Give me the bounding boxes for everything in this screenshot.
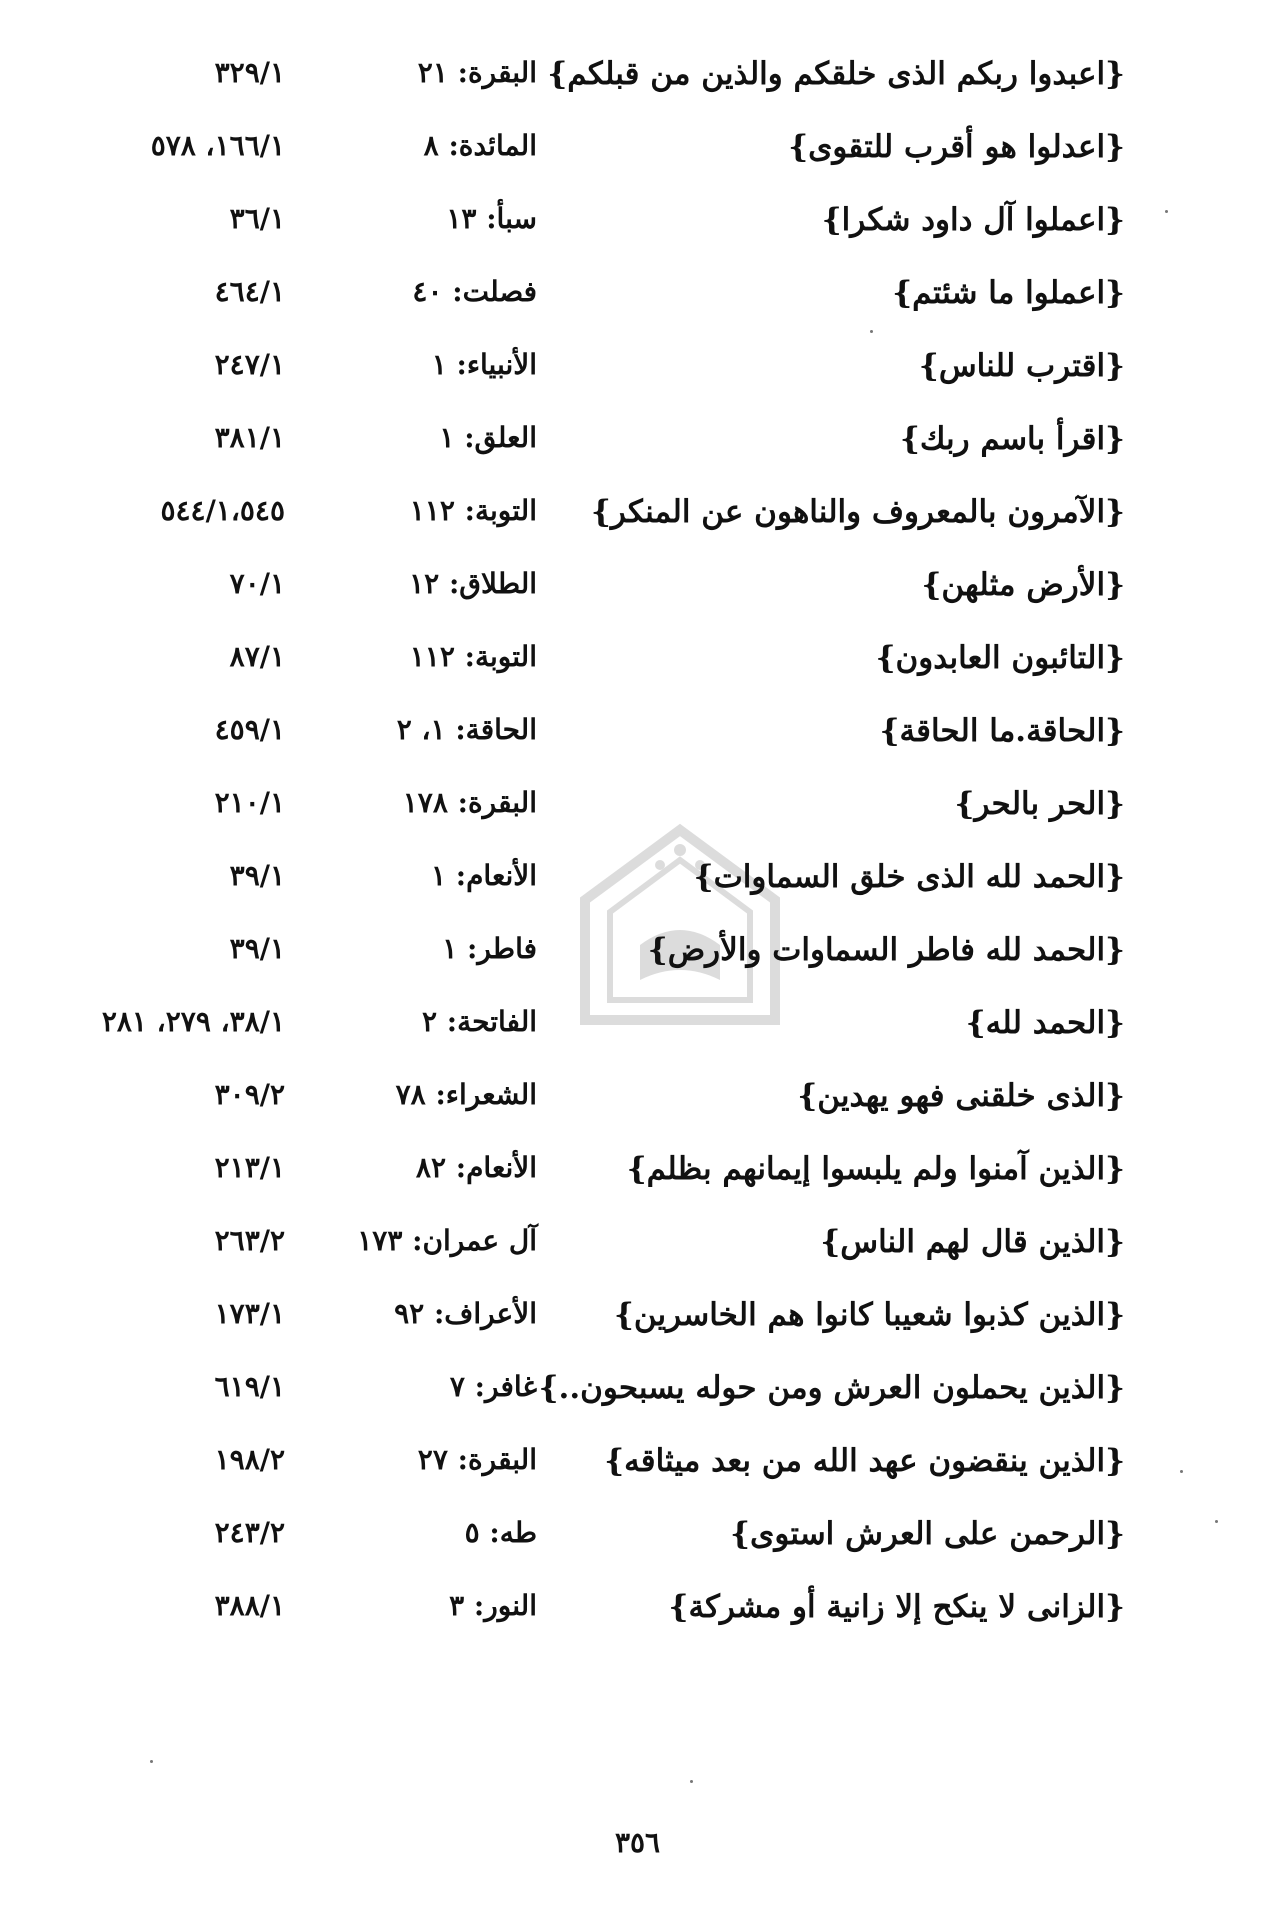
surah-reference: التوبة: ١١٢ — [409, 640, 537, 673]
scan-speck — [870, 330, 873, 333]
page-reference: ٣٨/١، ٢٧٩، ٢٨١ — [101, 1005, 285, 1038]
verse-text: {الحاقة.ما الحاقة} — [879, 713, 1125, 749]
surah-reference: الشعراء: ٧٨ — [395, 1078, 537, 1111]
index-row — [0, 1502, 1275, 1575]
index-row — [0, 261, 1275, 334]
surah-reference: العلق: ١ — [439, 421, 537, 454]
verse-text: {الحمد لله} — [965, 1005, 1125, 1041]
index-row — [0, 1064, 1275, 1137]
verse-text: {اعملوا ما شئتم} — [892, 275, 1125, 311]
page-reference: ٢٤٣/٢ — [214, 1516, 285, 1549]
scan-speck — [150, 1760, 153, 1763]
verse-text: {اقرأ باسم ربك} — [899, 421, 1125, 457]
surah-reference: الأنعام: ١ — [430, 859, 537, 892]
surah-reference: فاطر: ١ — [442, 932, 537, 965]
verse-text: {الرحمن على العرش استوى} — [730, 1516, 1125, 1552]
verse-text: {اعدلوا هو أقرب للتقوى} — [788, 129, 1125, 165]
surah-reference: طه: ٥ — [464, 1516, 537, 1549]
page-reference: ٢١٣/١ — [214, 1151, 285, 1184]
surah-reference: الأنبياء: ١ — [431, 348, 537, 381]
page-reference: ٥٤٤/١،٥٤٥ — [160, 494, 285, 527]
page-reference: ٧٠/١ — [229, 567, 285, 600]
index-row — [0, 480, 1275, 553]
page-reference: ٣٩/١ — [229, 859, 285, 892]
surah-reference: التوبة: ١١٢ — [409, 494, 537, 527]
verse-text: {الأرض مثلهن} — [921, 567, 1125, 603]
page-reference: ٤٥٩/١ — [214, 713, 285, 746]
index-row — [0, 1137, 1275, 1210]
surah-reference: الطلاق: ١٢ — [409, 567, 537, 600]
index-row — [0, 42, 1275, 115]
index-row — [0, 1283, 1275, 1356]
verse-text: {اعملوا آل داود شكرا} — [821, 202, 1125, 238]
surah-reference: الأعراف: ٩٢ — [394, 1297, 537, 1330]
index-row — [0, 1575, 1275, 1648]
index-row — [0, 553, 1275, 626]
verse-text: {الذين قال لهم الناس} — [820, 1224, 1125, 1260]
verse-text: {الحمد لله الذى خلق السماوات} — [693, 859, 1125, 895]
surah-reference: الأنعام: ٨٢ — [415, 1151, 537, 1184]
surah-reference: البقرة: ١٧٨ — [402, 786, 537, 819]
surah-reference: فصلت: ٤٠ — [412, 275, 537, 308]
index-row — [0, 1210, 1275, 1283]
index-row — [0, 334, 1275, 407]
index-row — [0, 626, 1275, 699]
surah-reference: الحاقة: ١، ٢ — [396, 713, 537, 746]
index-row — [0, 188, 1275, 261]
index-row — [0, 115, 1275, 188]
surah-reference: المائدة: ٨ — [423, 129, 537, 162]
index-row — [0, 407, 1275, 480]
page-reference: ١٩٨/٢ — [214, 1443, 285, 1476]
verse-text: {اعبدوا ربكم الذى خلقكم والذين من قبلكم} — [547, 56, 1125, 92]
index-row — [0, 699, 1275, 772]
index-row — [0, 1429, 1275, 1502]
page-reference: ٢٦٣/٢ — [214, 1224, 285, 1257]
verse-text: {الذين آمنوا ولم يلبسوا إيمانهم بظلم} — [626, 1151, 1125, 1187]
verse-text: {الآمرون بالمعروف والناهون عن المنكر} — [591, 494, 1125, 530]
surah-reference: غافر: ٧ — [449, 1370, 537, 1403]
scan-speck — [1165, 210, 1168, 213]
surah-reference: البقرة: ٢٧ — [417, 1443, 537, 1476]
verse-text: {الزانى لا ينكح إلا زانية أو مشركة} — [668, 1589, 1125, 1625]
index-row — [0, 1356, 1275, 1429]
index-row — [0, 772, 1275, 845]
surah-reference: البقرة: ٢١ — [417, 56, 537, 89]
page-reference: ١٧٣/١ — [214, 1297, 285, 1330]
page-number: ٣٥٦ — [614, 1826, 661, 1859]
verse-text: {الذين يحملون العرش ومن حوله يسبحون..} — [538, 1370, 1125, 1406]
page-reference: ٨٧/١ — [229, 640, 285, 673]
quran-verse-index-list — [0, 42, 1275, 1648]
surah-reference: الفاتحة: ٢ — [421, 1005, 537, 1038]
index-row — [0, 918, 1275, 991]
page-reference: ٣٩/١ — [229, 932, 285, 965]
verse-text: {الحر بالحر} — [954, 786, 1125, 822]
verse-text: {الذى خلقنى فهو يهدين} — [797, 1078, 1125, 1114]
surah-reference: آل عمران: ١٧٣ — [357, 1224, 537, 1257]
scan-speck — [690, 1780, 693, 1783]
index-row — [0, 845, 1275, 918]
verse-text: {التائبون العابدون} — [875, 640, 1125, 676]
verse-text: {اقترب للناس} — [918, 348, 1125, 384]
page-reference: ٢٤٧/١ — [214, 348, 285, 381]
page-reference: ٣٨٨/١ — [214, 1589, 285, 1622]
page-reference: ٦١٩/١ — [214, 1370, 285, 1403]
verse-text: {الذين كذبوا شعيبا كانوا هم الخاسرين} — [613, 1297, 1125, 1333]
scan-speck — [1180, 1470, 1183, 1473]
page-reference: ٣٦/١ — [229, 202, 285, 235]
surah-reference: النور: ٣ — [449, 1589, 537, 1622]
scan-speck — [1215, 1520, 1218, 1523]
page-reference: ٢١٠/١ — [214, 786, 285, 819]
surah-reference: سبأ: ١٣ — [446, 202, 537, 235]
page-reference: ٤٦٤/١ — [214, 275, 285, 308]
page-reference: ١٦٦/١، ٥٧٨ — [150, 129, 285, 162]
verse-text: {الحمد لله فاطر السماوات والأرض} — [647, 932, 1125, 968]
index-row — [0, 991, 1275, 1064]
page-reference: ٣٨١/١ — [214, 421, 285, 454]
page-reference: ٣٢٩/١ — [214, 56, 285, 89]
page-reference: ٣٠٩/٢ — [214, 1078, 285, 1111]
verse-text: {الذين ينقضون عهد الله من بعد ميثاقه} — [604, 1443, 1125, 1479]
